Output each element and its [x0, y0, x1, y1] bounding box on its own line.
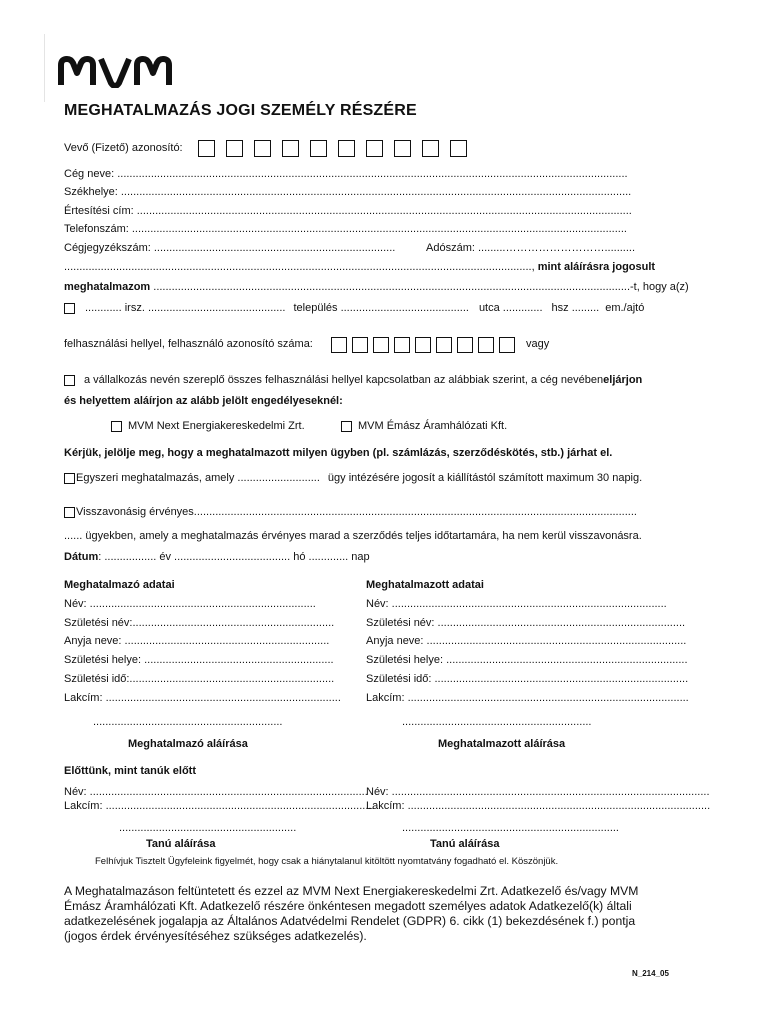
user-id-box[interactable] — [478, 337, 494, 353]
felhasznalasi-label: felhasználási hellyel, felhasználó azonosító száma: — [64, 338, 313, 350]
id-digit-box[interactable] — [282, 140, 299, 157]
id-digit-box[interactable] — [422, 140, 439, 157]
user-id-box[interactable] — [394, 337, 410, 353]
user-id-box[interactable] — [457, 337, 473, 353]
meghatalmazott-lakcim-field[interactable]: Lakcím: ............................................................................................ — [366, 692, 689, 704]
mvm-emasz-checkbox[interactable] — [341, 421, 352, 432]
meghatalmazott-szuletesi-nev-field[interactable]: Születési név: ................................................................................. — [366, 617, 686, 629]
meghatalmazo-signature-line[interactable]: .............................................................. — [93, 716, 283, 728]
representative-name-field[interactable]: ........................................................................................................................................................., — [64, 261, 535, 273]
vevo-azonosito-boxes — [198, 140, 478, 158]
tanu2-nev-field[interactable]: Név: ........................................................................................................ — [366, 786, 710, 798]
mvm-next-label: MVM Next Energiakereskedelmi Zrt. — [128, 420, 305, 432]
meghatalmazott-signature-line[interactable]: .............................................................. — [402, 716, 592, 728]
mvm-emasz-label: MVM Émász Áramhálózati Kft. — [358, 420, 508, 432]
meghatalmazott-anyja-neve-field[interactable]: Anyja neve: ..................................................................................... — [366, 635, 687, 647]
tanu1-lakcim-field[interactable]: Lakcím: ........................................................................................ — [64, 800, 375, 812]
adoszam-field[interactable]: Adószám: .........……………………….......... — [426, 242, 636, 254]
felhasznalasi-boxes — [331, 336, 520, 354]
vallalkozas-line — [64, 374, 642, 386]
egyszeri-rest: ügy intézésére jogosít a kiállítástól számított maximum 30 napig. — [327, 472, 643, 484]
ceg-neve-field[interactable]: Cég neve: ....................................................................................................................................................................... — [64, 168, 628, 180]
irsz-field[interactable]: ............ irsz. ............................................. — [85, 302, 286, 314]
mint-alairasra-text: mint aláírásra jogosult — [534, 261, 656, 273]
tanu2-signature-line[interactable]: ....................................................................... — [402, 822, 619, 834]
meghatalmazo-szuletesi-nev-field[interactable]: Születési név:.................................................................. — [64, 617, 335, 629]
user-id-box[interactable] — [331, 337, 347, 353]
tanu1-nev-field[interactable]: Név: ........................................................................................... — [64, 786, 368, 798]
visszavonasig-field[interactable]: Visszavonásig érvényes................................................................................................................................................. — [76, 506, 637, 518]
gdpr-line: A Meghatalmazáson feltüntetett és ezzel az MVM Next Energiakereskedelmi Zrt. Adatkezelő és/vagy MVM — [64, 884, 639, 898]
vallalkozas-checkbox[interactable] — [64, 375, 75, 386]
tanu1-signature-label: Tanú aláírása — [146, 838, 216, 850]
datum-label: Dátum — [64, 551, 99, 563]
gdpr-paragraph — [64, 884, 638, 944]
user-id-box[interactable] — [499, 337, 515, 353]
id-digit-box[interactable] — [450, 140, 467, 157]
id-digit-box[interactable] — [394, 140, 411, 157]
eljarjon-text: eljárjon — [603, 374, 643, 386]
meghatalmazott-signature-label: Meghatalmazott aláírása — [438, 738, 566, 750]
emajto-field[interactable]: em./ajtó — [605, 302, 645, 314]
document-code: N_214_05 — [632, 969, 669, 978]
vagy-text: vagy — [526, 338, 550, 350]
meghatalmazom-text: meghatalmazom — [64, 281, 151, 293]
user-id-box[interactable] — [373, 337, 389, 353]
datum-field[interactable]: : ................. év ...................................... hó ............. nap — [98, 551, 370, 563]
id-digit-box[interactable] — [226, 140, 243, 157]
utca-field[interactable]: utca ............. — [478, 302, 543, 314]
meghatalmazott-szuletesi-ido-field[interactable]: Születési idő: ................................................................................... — [366, 673, 689, 685]
id-digit-box[interactable] — [254, 140, 271, 157]
meghatalmazott-name-field[interactable]: ............................................................................................................................................................-t, hogy a(z) — [150, 281, 689, 293]
visszavonasig-option — [64, 506, 637, 518]
representative-line — [64, 261, 655, 273]
egyszeri-checkbox[interactable] — [64, 473, 75, 484]
visszavonasig-checkbox[interactable] — [64, 507, 75, 518]
engedelyes-option-next[interactable] — [111, 420, 305, 432]
meghatalmazo-lakcim-field[interactable]: Lakcím: ............................................................................. — [64, 692, 341, 704]
felhivjuk-notice: Felhívjuk Tisztelt Ügyfeleink figyelmét, hogy csak a hiánytalanul kitöltött nyomtatvány fogadható el. Köszönjük. — [95, 856, 559, 867]
egyszeri-option — [64, 472, 642, 484]
mvm-logo — [58, 56, 178, 93]
meghatalmazo-nev-field[interactable]: Név: .......................................................................... — [64, 598, 316, 610]
meghatalmazom-line — [64, 281, 689, 293]
telefonszam-field[interactable]: Telefonszám: .................................................................................................................................................................. — [64, 223, 627, 235]
id-digit-box[interactable] — [310, 140, 327, 157]
meghatalmazo-szuletesi-hely-field[interactable]: Születési helye: .............................................................. — [64, 654, 334, 666]
kerjuk-instruction: Kérjük, jelölje meg, hogy a meghatalmazott milyen ügyben (pl. számlázás, szerződéskötés, stb.) járhat el. — [64, 447, 613, 459]
meghatalmazott-szuletesi-hely-field[interactable]: Születési helye: ............................................................................... — [366, 654, 688, 666]
hsz-field[interactable]: hsz ......... — [551, 302, 600, 314]
mvm-next-checkbox[interactable] — [111, 421, 122, 432]
egyszeri-field[interactable]: Egyszeri meghatalmazás, amely ........................... — [76, 472, 320, 484]
meghatalmazo-signature-label: Meghatalmazó aláírása — [128, 738, 248, 750]
cegjegyzekszam-field[interactable]: Cégjegyzékszám: ............................................................................... — [64, 242, 396, 254]
tanu2-lakcim-field[interactable]: Lakcím: ................................................................................................... — [366, 800, 711, 812]
vallalkozas-text: a vállalkozás nevén szereplő összes felhasználási hellyel kapcsolatban az alábbiak szerint, a cég nevében — [84, 374, 604, 386]
meghatalmazott-heading: Meghatalmazott adatai — [366, 579, 484, 591]
ugyekben-text: ...... ügyekben, amely a meghatalmazás érvényes marad a szerződés teljes időtartamára, ha nem kerül visszavonásra. — [64, 530, 642, 542]
user-id-box[interactable] — [352, 337, 368, 353]
meghatalmazo-szuletesi-ido-field[interactable]: Születési idő:................................................................... — [64, 673, 335, 685]
gdpr-line: adatkezelésének jogalapja az Általános Adatvédelmi Rendelet (GDPR) 6. cikk (1) bekezdésének f.) pontja — [64, 914, 636, 928]
gdpr-line: (jogos érdek érvényesítéséhez szükséges adatkezelés). — [64, 929, 367, 943]
ertesitesi-cim-field[interactable]: Értesítési cím: .................................................................................................................................................................. — [64, 205, 632, 217]
id-digit-box[interactable] — [366, 140, 383, 157]
gdpr-line: Émász Áramhálózati Kft. Adatkezelő részére önkéntesen megadott személyes adatok Adatkezelő(k) általi — [64, 899, 632, 913]
datum-line — [64, 551, 370, 563]
address-checkbox[interactable] — [64, 303, 75, 314]
user-id-box[interactable] — [415, 337, 431, 353]
address-line — [64, 302, 644, 314]
meghatalmazott-nev-field[interactable]: Név: .......................................................................................... — [366, 598, 667, 610]
vallalkozas-line2: és helyettem aláírjon az alább jelölt engedélyeseknél: — [64, 395, 343, 407]
meghatalmazo-heading: Meghatalmazó adatai — [64, 579, 175, 591]
mvm-logo-mark — [58, 56, 178, 88]
user-id-box[interactable] — [436, 337, 452, 353]
id-digit-box[interactable] — [338, 140, 355, 157]
id-digit-box[interactable] — [198, 140, 215, 157]
tanuk-heading: Előttünk, mint tanúk előtt — [64, 765, 196, 777]
tanu2-signature-label: Tanú aláírása — [430, 838, 500, 850]
engedelyes-option-emasz[interactable] — [341, 420, 507, 432]
telepules-field[interactable]: település .......................................... — [293, 302, 469, 314]
vevo-azonosito-label: Vevő (Fizető) azonosító: — [64, 142, 183, 154]
meghatalmazo-anyja-neve-field[interactable]: Anyja neve: ................................................................... — [64, 635, 330, 647]
logo-frame-line — [44, 34, 45, 102]
tanu1-signature-line[interactable]: .......................................................... — [119, 822, 297, 834]
szekhely-field[interactable]: Székhelye: ....................................................................................................................................................................... — [64, 186, 632, 198]
page-title: MEGHATALMAZÁS JOGI SZEMÉLY RÉSZÉRE — [64, 102, 417, 119]
